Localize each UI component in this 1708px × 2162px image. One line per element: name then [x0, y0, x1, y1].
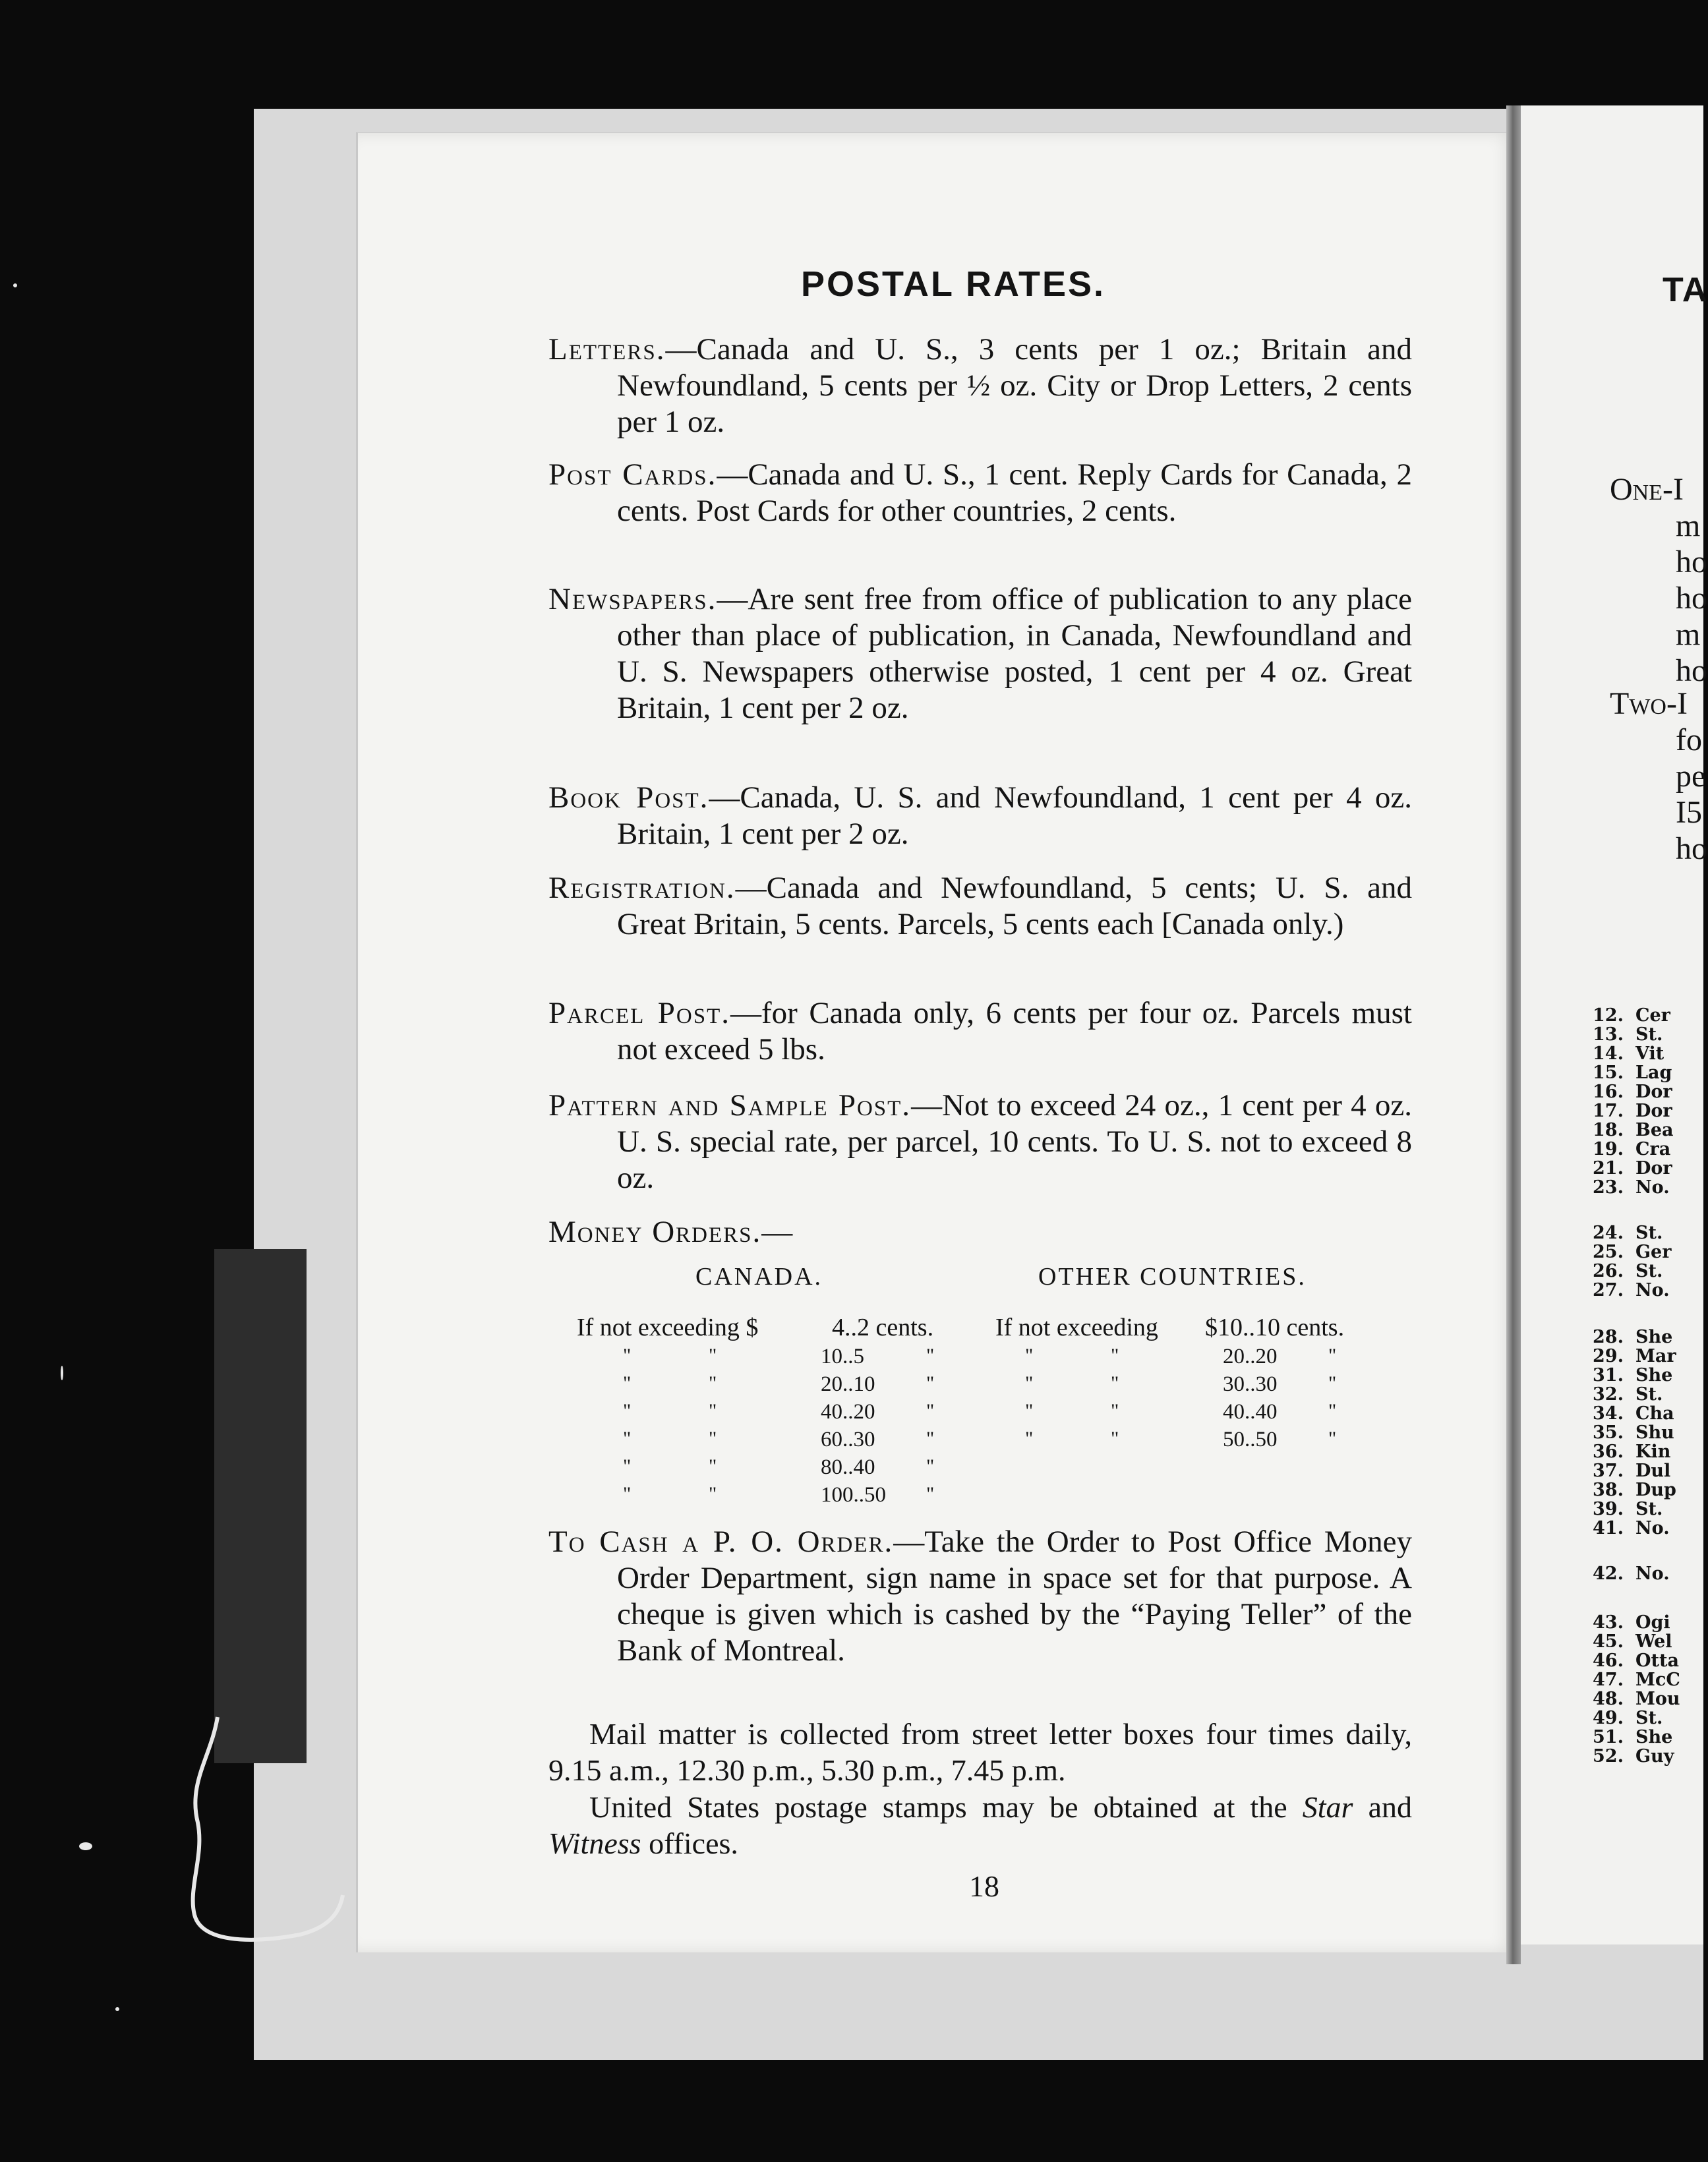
other-countries-column-label: OTHER COUNTRIES. [1038, 1263, 1307, 1291]
row-text: Dup [1635, 1480, 1676, 1500]
right-page-line: ho [1676, 653, 1707, 688]
entry-text: —Canada and Newfoundland, 5 cents; U. S. and Great Britain, 5 cents. Parcels, 5 cents each [Canada only.) [617, 871, 1412, 941]
row-text: Dor [1635, 1082, 1672, 1102]
row-text: St. [1635, 1261, 1663, 1281]
canada-ditto-1: " [623, 1483, 633, 1505]
other-rate: 30..30 [1223, 1372, 1278, 1396]
entry-heading: To Cash a P. O. Order. [548, 1525, 894, 1559]
right-page-line: One-I [1610, 472, 1684, 507]
entry-heading: Registration. [548, 871, 736, 905]
right-page-row [1587, 1384, 1663, 1405]
entry-parcel-post [548, 995, 1412, 1068]
row-text: Vit [1635, 1043, 1664, 1064]
entry-book-post [548, 780, 1412, 852]
row-number: 47. [1593, 1670, 1624, 1690]
row-number: 15. [1593, 1063, 1624, 1083]
other-rate: 50..50 [1223, 1428, 1278, 1451]
row-text: No. [1635, 1563, 1670, 1584]
row-number: 17. [1593, 1101, 1624, 1121]
row-number: 21. [1593, 1158, 1624, 1179]
right-page-row [1587, 1158, 1672, 1179]
row-number: 49. [1593, 1708, 1624, 1728]
entry-text: —Canada and U. S., 3 cents per 1 oz.; Britain and Newfoundland, 5 cents per ½ oz. City or Drop Letters, 2 cents per 1 oz. [617, 332, 1412, 439]
right-page-row [1587, 1746, 1674, 1767]
row-text: Ogi [1635, 1612, 1670, 1633]
row-text: Dor [1635, 1101, 1672, 1121]
canada-ditto-2: " [709, 1483, 719, 1505]
other-ditto-2: " [1111, 1428, 1121, 1449]
entry-heading: Book Post. [548, 780, 709, 815]
canada-ditto-2: " [709, 1428, 719, 1449]
canada-ditto-2: " [709, 1400, 719, 1422]
pen-mark [148, 1717, 346, 2007]
us-stamps-note: United States postage stamps may be obtained at the Star and Witness offices. [548, 1790, 1412, 1860]
row-number: 48. [1593, 1689, 1624, 1709]
row-number: 35. [1593, 1422, 1624, 1443]
row-text: St. [1635, 1499, 1663, 1519]
row-number: 13. [1593, 1024, 1624, 1045]
right-page-row [1587, 1708, 1663, 1728]
right-page-row [1587, 1101, 1672, 1121]
canada-ditto-3: " [926, 1455, 936, 1477]
row-text: She [1635, 1365, 1673, 1386]
row-number: 18. [1593, 1120, 1624, 1140]
other-ditto-3: " [1328, 1345, 1338, 1366]
row-number: 43. [1593, 1612, 1624, 1633]
row-number: 32. [1593, 1384, 1624, 1405]
row-text: Shu [1635, 1422, 1674, 1443]
mail-collection-note: Mail matter is collected from street letter boxes four times daily, 9.15 a.m., 12.30 p.m., 5.30 p.m., 7.45 p.m. [548, 1717, 1412, 1787]
row-number: 28. [1593, 1327, 1624, 1347]
row-number: 39. [1593, 1499, 1624, 1519]
row-text: Otta [1635, 1651, 1679, 1671]
row-number: 24. [1593, 1223, 1624, 1243]
other-first-rate: $10..10 cents. [1205, 1314, 1345, 1341]
entry-text: —Canada, U. S. and Newfoundland, 1 cent per 4 oz. Britain, 1 cent per 2 oz. [617, 780, 1413, 851]
canada-first-rate: 4..2 cents. [832, 1314, 934, 1341]
right-page-row [1587, 1651, 1679, 1671]
row-text: Mar [1635, 1346, 1676, 1366]
row-text: No. [1635, 1280, 1670, 1300]
right-page-row [1587, 1442, 1670, 1462]
canada-ditto-3: " [926, 1345, 936, 1366]
row-text: Cha [1635, 1403, 1674, 1424]
canada-ditto-1: " [623, 1372, 633, 1394]
canada-ditto-2: " [709, 1345, 719, 1366]
other-ditto-1: " [1025, 1400, 1035, 1422]
row-text: Dul [1635, 1461, 1671, 1481]
row-number: 23. [1593, 1177, 1624, 1198]
right-page-row [1587, 1120, 1674, 1140]
row-number: 31. [1593, 1365, 1624, 1386]
entry-heading: Pattern and Sample Post. [548, 1088, 912, 1123]
entry-cash-order [548, 1524, 1412, 1669]
canada-rate: 80..40 [821, 1455, 875, 1479]
right-page-row [1587, 1082, 1672, 1102]
right-page-row [1587, 1422, 1674, 1443]
row-number: 19. [1593, 1139, 1624, 1159]
page-number: 18 [969, 1869, 999, 1903]
row-text: Ger [1635, 1242, 1672, 1262]
right-page-row [1587, 1043, 1664, 1064]
row-number: 42. [1593, 1563, 1624, 1584]
row-text: She [1635, 1727, 1673, 1747]
row-number: 25. [1593, 1242, 1624, 1262]
right-page-line: fo [1676, 722, 1702, 757]
right-page-line: ho [1676, 544, 1707, 579]
canada-rate: 10..5 [821, 1345, 864, 1368]
page-title: POSTAL RATES. [801, 264, 1106, 304]
canada-ditto-3: " [926, 1428, 936, 1449]
entry-registration [548, 870, 1412, 943]
entry-text: —Are sent free from office of publication to any place other than place of publication, in Canada, Newfoundland and U. S. Newspapers otherwise posted, 1 cent per 4 oz. Great Britain, 1 cent per 2 oz. [617, 582, 1412, 725]
row-number: 46. [1593, 1651, 1624, 1671]
other-intro: If not exceeding [995, 1314, 1158, 1341]
row-number: 27. [1593, 1280, 1624, 1300]
row-text: Kin [1635, 1442, 1671, 1462]
right-page-row [1587, 1242, 1671, 1262]
row-number: 38. [1593, 1480, 1624, 1500]
right-page-row [1587, 1261, 1663, 1281]
right-page-line: ho [1676, 831, 1707, 866]
cover-shadow [214, 1249, 307, 1763]
canada-ditto-2: " [709, 1455, 719, 1477]
row-text: Bea [1635, 1120, 1674, 1140]
right-page-line: I5 [1676, 795, 1702, 830]
entry-text: —for Canada only, 6 cents per four oz. Parcels must not exceed 5 lbs. [617, 996, 1412, 1066]
row-number: 26. [1593, 1261, 1624, 1281]
row-number: 41. [1593, 1518, 1624, 1538]
right-page [1521, 105, 1708, 1944]
entry-heading: Parcel Post. [548, 996, 731, 1030]
canada-ditto-1: " [623, 1455, 633, 1477]
right-page-line: m [1676, 617, 1701, 652]
right-page-row [1587, 1518, 1670, 1538]
row-text: She [1635, 1327, 1673, 1347]
other-ditto-3: " [1328, 1372, 1338, 1394]
other-ditto-2: " [1111, 1372, 1121, 1394]
entry-text: —Canada and U. S., 1 cent. Reply Cards for Canada, 2 cents. Post Cards for other countries, 2 cents. [617, 457, 1413, 528]
row-number: 16. [1593, 1082, 1624, 1102]
canada-intro: If not exceeding $ [577, 1314, 759, 1341]
other-ditto-2: " [1111, 1345, 1121, 1366]
canada-rate: 100..50 [821, 1483, 886, 1507]
row-text: No. [1635, 1518, 1670, 1538]
right-page-row [1587, 1005, 1670, 1026]
right-page-row [1587, 1563, 1670, 1584]
canada-ditto-3: " [926, 1483, 936, 1505]
row-text: Dor [1635, 1158, 1672, 1179]
right-page-row [1587, 1139, 1670, 1159]
right-page-line: Two-I [1610, 686, 1688, 721]
row-text: Cer [1635, 1005, 1670, 1026]
right-page-row [1587, 1461, 1670, 1481]
right-page-row [1587, 1177, 1670, 1198]
row-text: St. [1635, 1223, 1663, 1243]
other-ditto-2: " [1111, 1400, 1121, 1422]
right-page-header: TA [1663, 271, 1708, 309]
row-number: 12. [1593, 1005, 1624, 1026]
other-ditto-3: " [1328, 1400, 1338, 1422]
right-page-row [1587, 1612, 1670, 1633]
entry-newspapers [548, 581, 1412, 726]
canada-ditto-3: " [926, 1400, 936, 1422]
row-number: 36. [1593, 1442, 1624, 1462]
right-page-row [1587, 1480, 1676, 1500]
right-page-row [1587, 1689, 1680, 1709]
right-page-row [1587, 1223, 1663, 1243]
row-text: Guy [1635, 1746, 1674, 1767]
canada-ditto-3: " [926, 1372, 936, 1394]
row-number: 29. [1593, 1346, 1624, 1366]
row-text: St. [1635, 1384, 1663, 1405]
right-page-row [1587, 1670, 1680, 1690]
entry-text: —Take the Order to Post Office Money Order Department, sign name in space set for that purpose. A cheque is given which is cashed by the “Paying Teller” of the Bank of Montreal. [617, 1525, 1413, 1668]
canada-rate: 60..30 [821, 1428, 875, 1451]
row-number: 14. [1593, 1043, 1624, 1064]
right-page-row [1587, 1499, 1663, 1519]
right-page-row [1587, 1365, 1672, 1386]
money-orders-heading: Money Orders.— [548, 1215, 793, 1249]
entry-text: —Not to exceed 24 oz., 1 cent per 4 oz. U. S. special rate, per parcel, 10 cents. To U. S. not to exceed 8 oz. [617, 1088, 1412, 1195]
page-gutter [1506, 105, 1521, 1964]
row-number: 37. [1593, 1461, 1624, 1481]
right-page-row [1587, 1727, 1672, 1747]
canada-rate: 20..10 [821, 1372, 875, 1396]
right-page-row [1587, 1024, 1663, 1045]
row-number: 51. [1593, 1727, 1624, 1747]
row-number: 45. [1593, 1631, 1624, 1652]
entry-pattern-sample-post [548, 1088, 1412, 1196]
right-page-line: pe [1676, 759, 1706, 794]
row-text: No. [1635, 1177, 1670, 1198]
row-text: St. [1635, 1024, 1663, 1045]
other-ditto-3: " [1328, 1428, 1338, 1449]
row-number: 34. [1593, 1403, 1624, 1424]
right-page-row [1587, 1280, 1670, 1300]
right-page-line: m [1676, 508, 1701, 543]
right-page-row [1587, 1063, 1672, 1083]
other-ditto-1: " [1025, 1428, 1035, 1449]
other-rate: 40..40 [1223, 1400, 1278, 1424]
right-page-line: ho [1676, 581, 1707, 616]
entry-heading: Post Cards. [548, 457, 717, 492]
row-text: St. [1635, 1708, 1663, 1728]
canada-ditto-1: " [623, 1428, 633, 1449]
canada-ditto-2: " [709, 1372, 719, 1394]
other-ditto-1: " [1025, 1345, 1035, 1366]
entry-heading: Newspapers. [548, 582, 717, 616]
other-rate: 20..20 [1223, 1345, 1278, 1368]
right-page-row [1587, 1327, 1672, 1347]
canada-rate: 40..20 [821, 1400, 875, 1424]
row-text: Wel [1635, 1631, 1672, 1652]
entry-post-cards [548, 457, 1412, 529]
entry-heading: Letters. [548, 332, 666, 366]
right-page-row [1587, 1346, 1676, 1366]
row-text: Mou [1635, 1689, 1680, 1709]
row-text: Lag [1635, 1063, 1672, 1083]
row-text: Cra [1635, 1139, 1671, 1159]
other-ditto-1: " [1025, 1372, 1035, 1394]
right-page-row [1587, 1631, 1672, 1652]
canada-ditto-1: " [623, 1400, 633, 1422]
right-page-row [1587, 1403, 1674, 1424]
canada-column-label: CANADA. [695, 1263, 823, 1291]
entry-letters [548, 332, 1412, 440]
row-text: McC [1635, 1670, 1680, 1690]
row-number: 52. [1593, 1746, 1624, 1767]
canada-ditto-1: " [623, 1345, 633, 1366]
